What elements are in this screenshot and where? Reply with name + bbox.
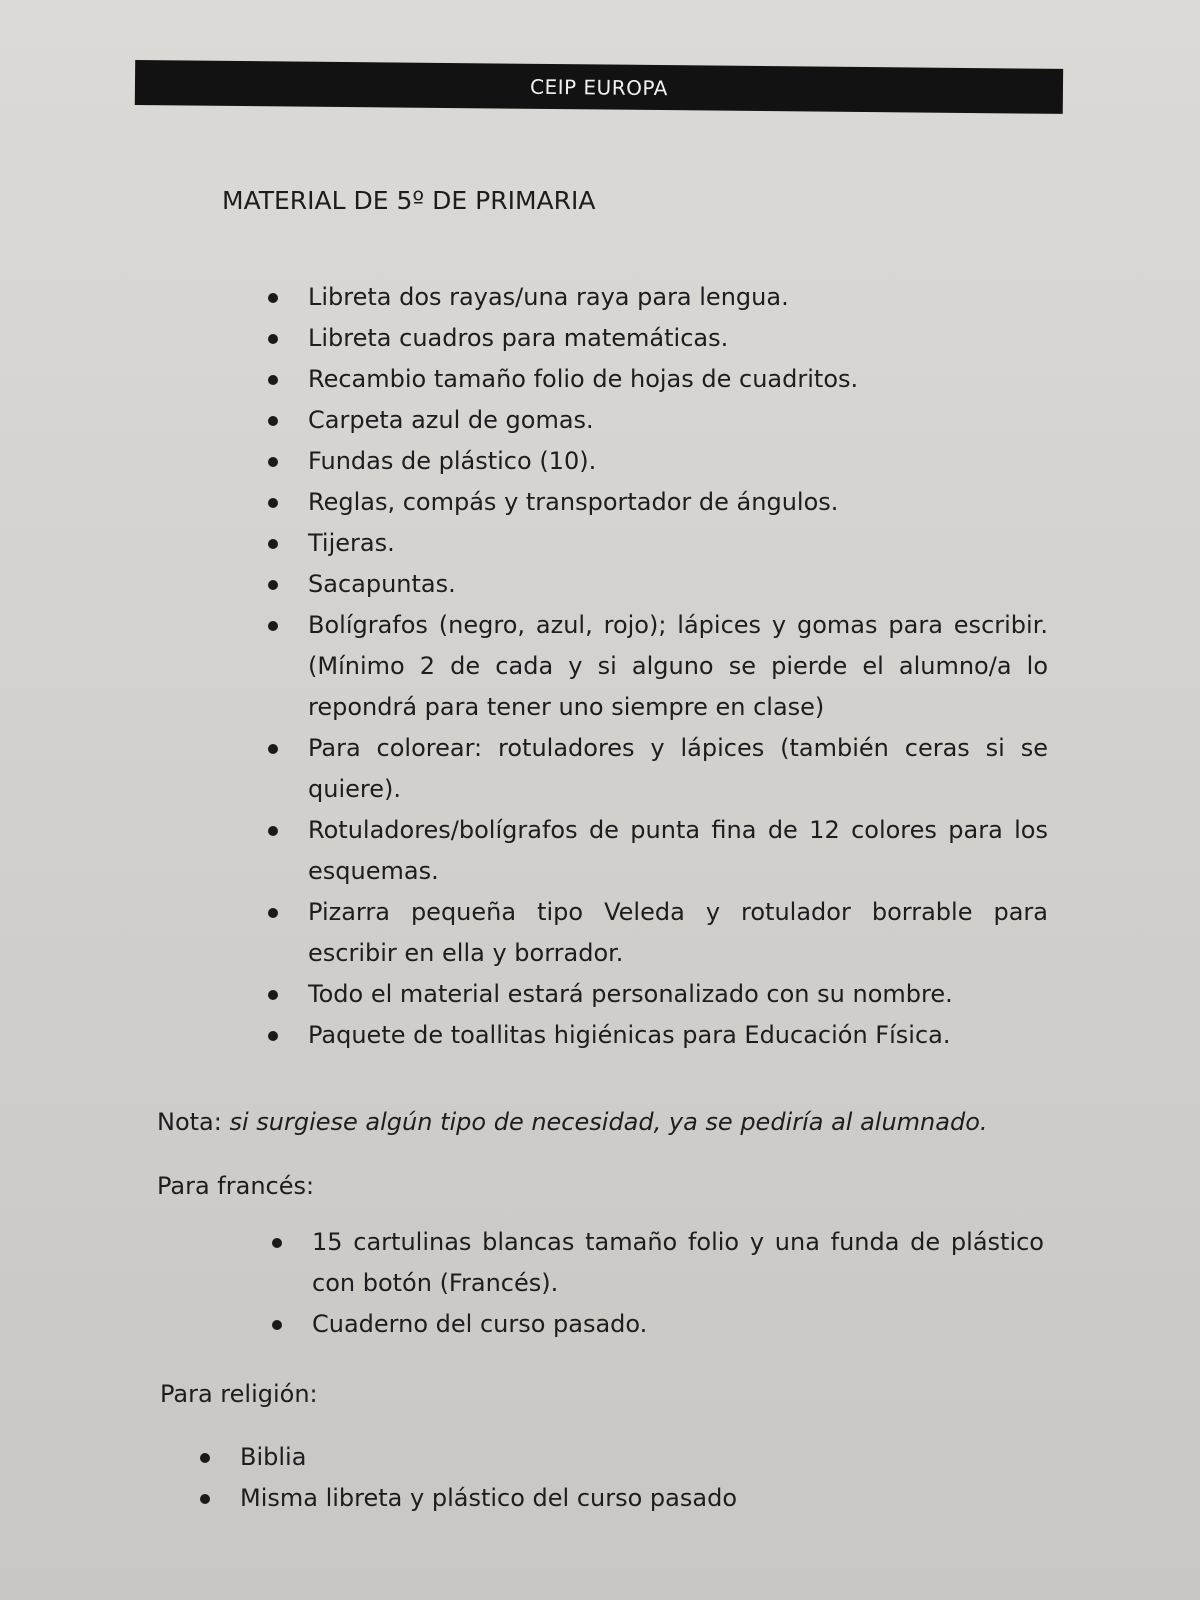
header-bar (135, 60, 1063, 114)
list-item: Rotuladores/bolígrafos de punta fina de 12 colores para los esquemas. (268, 810, 1048, 892)
materials-list (268, 277, 1048, 1056)
note-text: si surgiese algún tipo de necesidad, ya se pediría al alumnado. (229, 1108, 988, 1136)
list-item: Libreta dos rayas/una raya para lengua. (268, 277, 1048, 318)
religion-section-label: Para religión: (160, 1380, 318, 1408)
list-item: Sacapuntas. (268, 564, 1048, 605)
list-item: Biblia (200, 1437, 900, 1478)
list-item: Para colorear: rotuladores y lápices (también ceras si se quiere). (268, 728, 1048, 810)
list-item: Carpeta azul de gomas. (268, 400, 1048, 441)
list-item: Reglas, compás y transportador de ángulos. (268, 482, 1048, 523)
list-item: Tijeras. (268, 523, 1048, 564)
note-label: Nota: (157, 1108, 230, 1136)
list-item: Fundas de plástico (10). (268, 441, 1048, 482)
list-item: Bolígrafos (negro, azul, rojo); lápices y gomas para escribir. (Mínimo 2 de cada y si alguno se pierde el alumno/a lo repondrá para tener uno siempre en clase) (268, 605, 1048, 728)
school-name: CEIP EUROPA (529, 74, 668, 100)
list-item: Cuaderno del curso pasado. (272, 1304, 1044, 1345)
list-item: Paquete de toallitas higiénicas para Educación Física. (268, 1015, 1048, 1056)
list-item: Libreta cuadros para matemáticas. (268, 318, 1048, 359)
french-materials-list (272, 1222, 1044, 1345)
list-item: Todo el material estará personalizado con su nombre. (268, 974, 1048, 1015)
list-item: Recambio tamaño folio de hojas de cuadritos. (268, 359, 1048, 400)
list-item: Pizarra pequeña tipo Veleda y rotulador borrable para escribir en ella y borrador. (268, 892, 1048, 974)
list-item: 15 cartulinas blancas tamaño folio y una funda de plástico con botón (Francés). (272, 1222, 1044, 1304)
note-paragraph (157, 1108, 988, 1136)
document-title: MATERIAL DE 5º DE PRIMARIA (222, 186, 596, 215)
religion-materials-list (200, 1437, 900, 1519)
list-item: Misma libreta y plástico del curso pasado (200, 1478, 900, 1519)
french-section-label: Para francés: (157, 1172, 315, 1200)
